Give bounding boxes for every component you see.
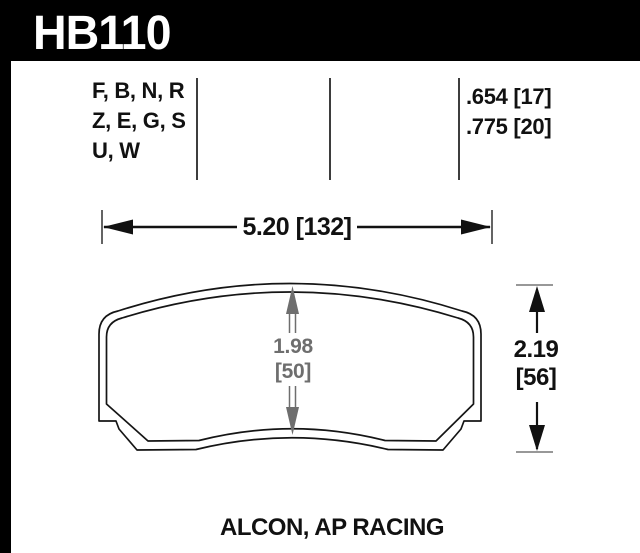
compound-codes-line: Z, E, G, S	[92, 108, 186, 133]
center-height-value: 1.98	[273, 335, 313, 358]
width-dimension-label: 5.20 [132]	[237, 211, 357, 243]
pad-thickness-line: .654 [17]	[466, 84, 552, 109]
arrow-left-icon	[103, 220, 133, 235]
part-number: HB110	[33, 7, 171, 60]
pad-thickness-line: .775 [20]	[466, 114, 552, 139]
arrow-right-icon	[461, 220, 491, 235]
compound-codes-line: F, B, N, R	[92, 78, 185, 103]
pad-thickness-values	[466, 82, 551, 142]
overall-height-metric: [56]	[515, 364, 557, 391]
center-height-metric: [50]	[274, 360, 312, 383]
compound-codes	[92, 76, 186, 166]
overall-height-value: 2.19	[513, 336, 559, 363]
arrow-up-icon	[286, 286, 299, 314]
arrow-up-icon	[529, 286, 545, 312]
compound-codes-line: U, W	[92, 138, 140, 163]
caliper-applications: ALCON, AP RACING	[219, 514, 444, 541]
arrow-down-icon	[529, 425, 545, 451]
arrow-down-icon	[286, 407, 299, 435]
table-column-dividers	[197, 78, 459, 180]
